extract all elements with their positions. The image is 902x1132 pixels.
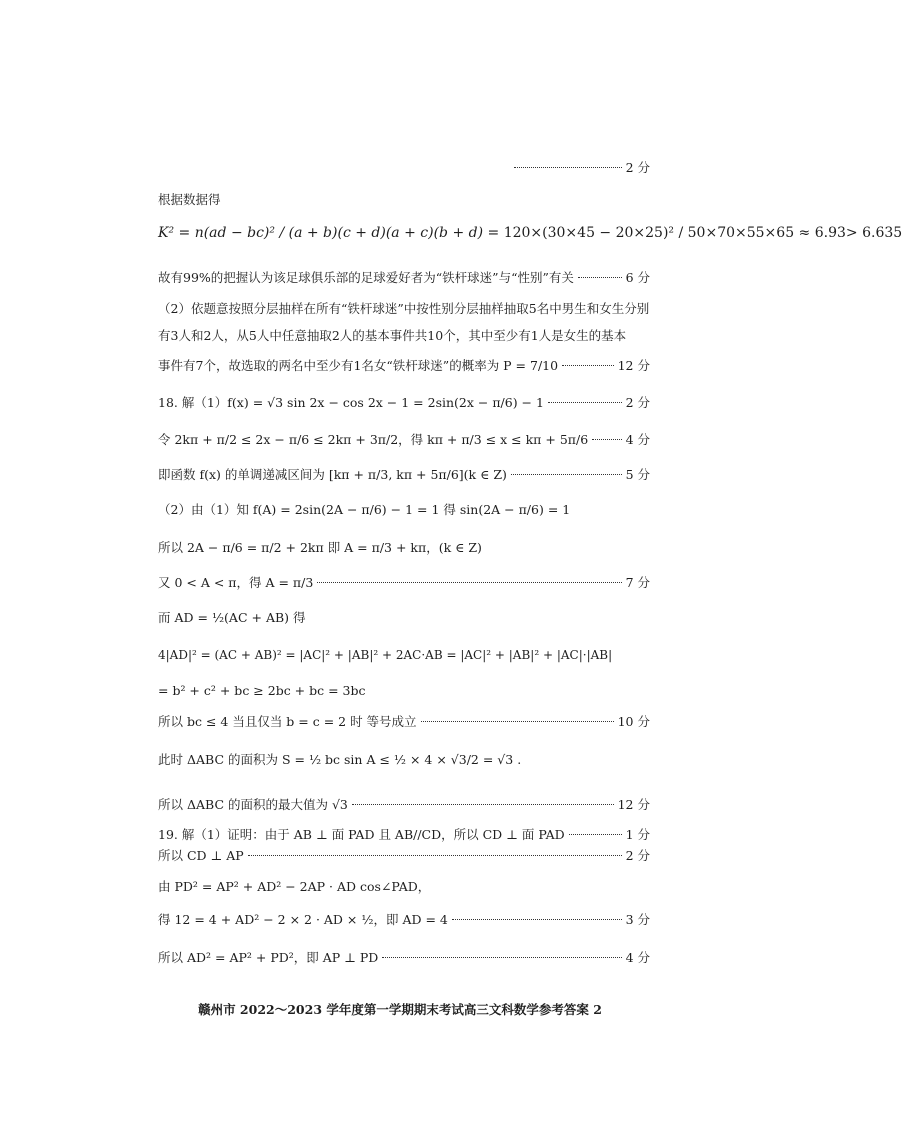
- s19-l2: 所以 CD ⊥ AP: [158, 848, 244, 863]
- s18-l2: 令 2kπ + π/2 ≤ 2x − π/6 ≤ 2kπ + 3π/2，得 kπ + π/3 ≤ x ≤ kπ + 5π/6: [158, 432, 589, 447]
- dot-leader: [421, 721, 614, 722]
- s18-l3: 即函数 f(x) 的单调递减区间为 [kπ + π/3, kπ + 5π/6](k ∈ Z): [158, 467, 507, 482]
- s18-l1: 18. 解（1）f(x) = √3 sin 2x − cos 2x − 1 = 2sin(2x − π/6) − 1: [158, 395, 544, 410]
- s19-l5-row: [158, 948, 650, 966]
- score: 2 分: [625, 848, 650, 863]
- part2-line3: 事件有7个，故选取的两名中至少有1名女“铁杆球迷”的概率为 P = 7/10: [158, 358, 559, 373]
- part2-line2: 有3人和2人，从5人中任意抽取2人的基本事件共10个，其中至少有1人是女生的基本: [158, 328, 627, 343]
- s18-l8: 4|AD|² = (AC + AB)² = |AC|² + |AB|² + 2AC·AB = |AC|² + |AB|² + |AC|·|AB|: [158, 648, 613, 662]
- dot-leader: [352, 804, 614, 805]
- k2-value: = 120×(30×45 − 20×25)² / 50×70×55×65 ≈ 6.93> 6.635: [487, 225, 902, 241]
- score: 6 分: [625, 270, 650, 285]
- dot-leader: [548, 402, 622, 403]
- score: 3 分: [625, 912, 650, 927]
- s19-l2-row: [158, 846, 650, 864]
- dot-leader: [317, 582, 621, 583]
- s18-l12-row: [158, 795, 650, 813]
- section17-conclusion: 故有99%的把握认为该足球俱乐部的足球爱好者为“铁杆球迷”与“性别”有关: [158, 270, 574, 285]
- section17-conclusion-line: [158, 268, 650, 286]
- k2-formula-line: [158, 225, 902, 241]
- s19-l5: 所以 AD² = AP² + PD²，即 AP ⊥ PD: [158, 950, 379, 965]
- s18-l4: （2）由（1）知 f(A) = 2sin(2A − π/6) − 1 = 1 得 sin(2A − π/6) = 1: [158, 502, 571, 517]
- score: 4 分: [625, 432, 650, 447]
- s18-l5: 所以 2A − π/6 = π/2 + 2kπ 即 A = π/3 + kπ，(k ∈ Z): [158, 540, 482, 555]
- part2-line1: （2）依题意按照分层抽样在所有“铁杆球迷”中按性别分层抽样抽取5名中男生和女生分别: [158, 301, 650, 316]
- dot-leader: [452, 919, 622, 920]
- s18-l9: = b² + c² + bc ≥ 2bc + bc = 3bc: [158, 683, 366, 698]
- dot-leader: [578, 277, 622, 278]
- s18-l10-row: [158, 712, 650, 730]
- s18-l10: 所以 bc ≤ 4 当且仅当 b = c = 2 时 等号成立: [158, 714, 417, 729]
- s19-l3: 由 PD² = AP² + AD² − 2AP · AD cos∠PAD，: [158, 879, 431, 894]
- top-score-line: [510, 158, 650, 176]
- dot-leader: [569, 834, 622, 835]
- s18-l6: 又 0 < A < π，得 A = π/3: [158, 575, 314, 590]
- s18-l7: 而 AD = ½(AC + AB) 得: [158, 610, 306, 625]
- s19-l1-row: [158, 825, 650, 843]
- s18-l1-row: [158, 393, 650, 411]
- score: 4 分: [625, 950, 650, 965]
- dot-leader: [382, 957, 621, 958]
- dot-leader: [514, 167, 622, 168]
- k2-formula: K² = n(ad − bc)² / (a + b)(c + d)(a + c)(b + d): [158, 225, 484, 241]
- score: 12 分: [617, 358, 650, 373]
- s18-l2-row: [158, 430, 650, 448]
- section17-intro: 根据数据得: [158, 192, 221, 207]
- score: 5 分: [625, 467, 650, 482]
- score: 1 分: [625, 827, 650, 842]
- dot-leader: [511, 474, 622, 475]
- s18-l6-row: [158, 573, 650, 591]
- dot-leader: [592, 439, 621, 440]
- score: 12 分: [617, 797, 650, 812]
- page-footer: 赣州市 2022～2023 学年度第一学期期末考试高三文科数学参考答案 2: [198, 1002, 602, 1017]
- s18-l11: 此时 ΔABC 的面积为 S = ½ bc sin A ≤ ½ × 4 × √3/2 = √3 .: [158, 752, 522, 767]
- s19-l4-row: [158, 910, 650, 928]
- score: 2 分: [625, 395, 650, 410]
- score: 2 分: [625, 160, 650, 175]
- s18-l12: 所以 ΔABC 的面积的最大值为 √3: [158, 797, 348, 812]
- s18-l3-row: [158, 465, 650, 483]
- part2-line3-row: [158, 356, 650, 374]
- s19-l4: 得 12 = 4 + AD² − 2 × 2 · AD × ½，即 AD = 4: [158, 912, 448, 927]
- dot-leader: [248, 855, 622, 856]
- score: 7 分: [625, 575, 650, 590]
- s19-l1: 19. 解（1）证明：由于 AB ⊥ 面 PAD 且 AB//CD，所以 CD ⊥ 面 PAD: [158, 827, 565, 842]
- dot-leader: [562, 365, 614, 366]
- score: 10 分: [617, 714, 650, 729]
